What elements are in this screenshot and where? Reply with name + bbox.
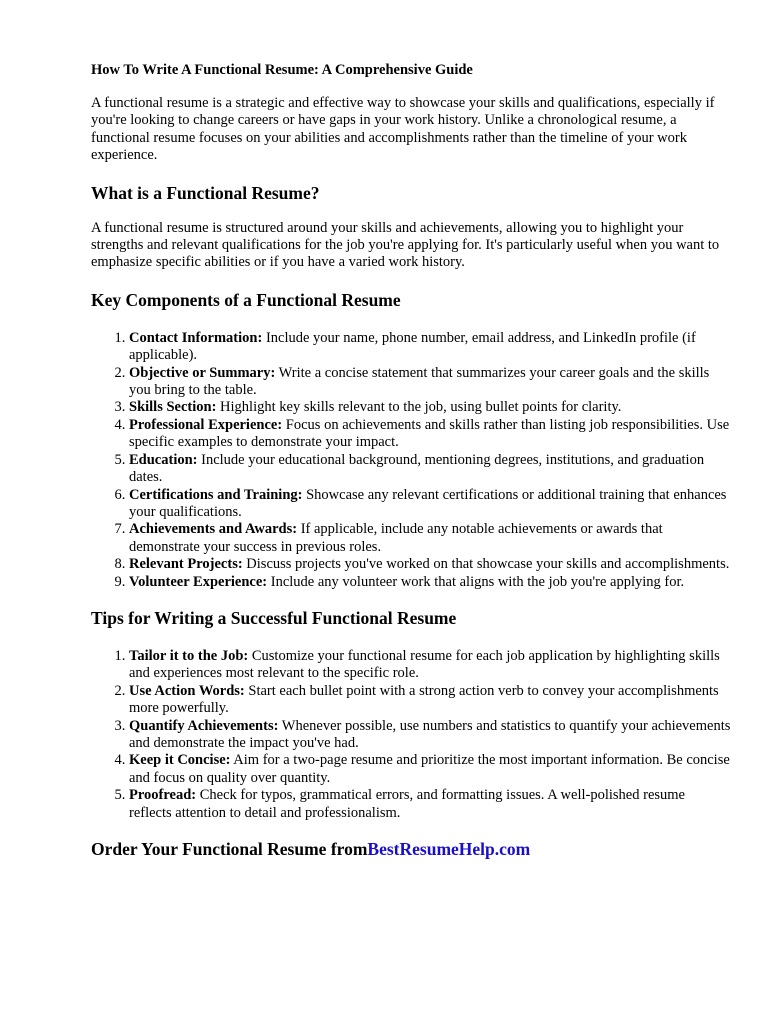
list-item-text: Discuss projects you've worked on that showcase your skills and accomplishments.: [242, 556, 730, 573]
list-item-term: Tailor it to the Job:: [129, 647, 249, 664]
list-item-term: Keep it Concise:: [129, 752, 231, 769]
list-item: [129, 683, 731, 718]
section-heading-tips: Tips for Writing a Successful Functional Resume: [91, 607, 457, 628]
section-heading-what: What is a Functional Resume?: [91, 182, 320, 203]
list-item-term: Education:: [129, 451, 198, 468]
section-heading-order: [91, 838, 731, 860]
list-item-text: Include any volunteer work that aligns with the job you're applying for.: [267, 573, 685, 590]
list-item: [129, 521, 731, 556]
list-item-term: Professional Experience:: [129, 416, 283, 433]
list-item-text: Write a concise statement that summarizes your career goals and the skills you bring to the table.: [129, 364, 710, 399]
document-title: How To Write A Functional Resume: A Comprehensive Guide: [91, 62, 473, 78]
list-item-term: Quantify Achievements:: [129, 717, 279, 734]
list-item: [129, 648, 731, 683]
list-item: [129, 487, 731, 522]
list-item-term: Skills Section:: [129, 399, 217, 416]
list-item-term: Achievements and Awards:: [129, 521, 298, 538]
list-item: [129, 365, 731, 400]
list-item: [129, 417, 731, 452]
list-item-text: Aim for a two-page resume and prioritize the most important information. Be concise and focus on quality over quantity.: [129, 752, 730, 786]
document-body: [91, 61, 731, 860]
list-item-term: Volunteer Experience:: [129, 573, 268, 590]
list-item-term: Use Action Words:: [129, 682, 245, 699]
what-paragraph: A functional resume is structured around your skills and achievements, allowing you to highlight your strengths and relevant qualifications for the job you're applying for. It's particularly useful when you want to emphasize specific abilities or if you have a varied work history.: [91, 219, 720, 271]
best-resume-help-link[interactable]: BestResumeHelp.com: [367, 839, 531, 859]
list-item: [129, 574, 731, 591]
components-list: [91, 330, 731, 591]
order-heading-text: Order Your Functional Resume from: [91, 839, 368, 859]
list-item-term: Relevant Projects:: [129, 556, 243, 573]
list-item-text: Highlight key skills relevant to the job, using bullet points for clarity.: [216, 399, 622, 416]
list-item: [129, 452, 731, 487]
list-item-text: Start each bullet point with a strong action verb to convey your accomplishments more powerfully.: [129, 682, 719, 717]
list-item-text: Customize your functional resume for each job application by highlighting skills and experiences most relevant to the specific role.: [129, 647, 720, 682]
list-item-term: Proofread:: [129, 787, 197, 804]
list-item-text: Include your educational background, mentioning degrees, institutions, and graduation dates.: [129, 451, 705, 486]
list-item: [129, 330, 731, 365]
list-item: [129, 752, 731, 787]
list-item-text: Check for typos, grammatical errors, and formatting issues. A well-polished resume reflects attention to detail and professionalism.: [129, 787, 685, 821]
list-item: [129, 787, 731, 822]
list-item-text: Include your name, phone number, email address, and LinkedIn profile (if applicable).: [129, 329, 696, 364]
list-item-text: Showcase any relevant certifications or additional training that enhances your qualifications.: [129, 486, 727, 520]
list-item-term: Objective or Summary:: [129, 364, 276, 381]
list-item: [129, 399, 731, 416]
intro-paragraph: A functional resume is a strategic and effective way to showcase your skills and qualifications, especially if you're looking to change careers or have gaps in your work history. Unlike a chronological resume, a functional resume focuses on your abilities and accomplishments rather than the timeline of your work experience.: [91, 95, 715, 164]
section-heading-components: Key Components of a Functional Resume: [91, 289, 401, 310]
list-item-term: Certifications and Training:: [129, 486, 303, 503]
tips-list: [91, 648, 731, 822]
list-item: [129, 718, 731, 753]
list-item-text: Focus on achievements and skills rather than listing job responsibilities. Use specific examples to demonstrate your impact.: [129, 416, 730, 451]
list-item-text: Whenever possible, use numbers and statistics to quantify your achievements and demonstrate the impact you've had.: [129, 717, 731, 751]
list-item-text: If applicable, include any notable achievements or awards that demonstrate your success in previous roles.: [129, 521, 663, 555]
list-item: [129, 556, 731, 573]
list-item-term: Contact Information:: [129, 329, 263, 346]
